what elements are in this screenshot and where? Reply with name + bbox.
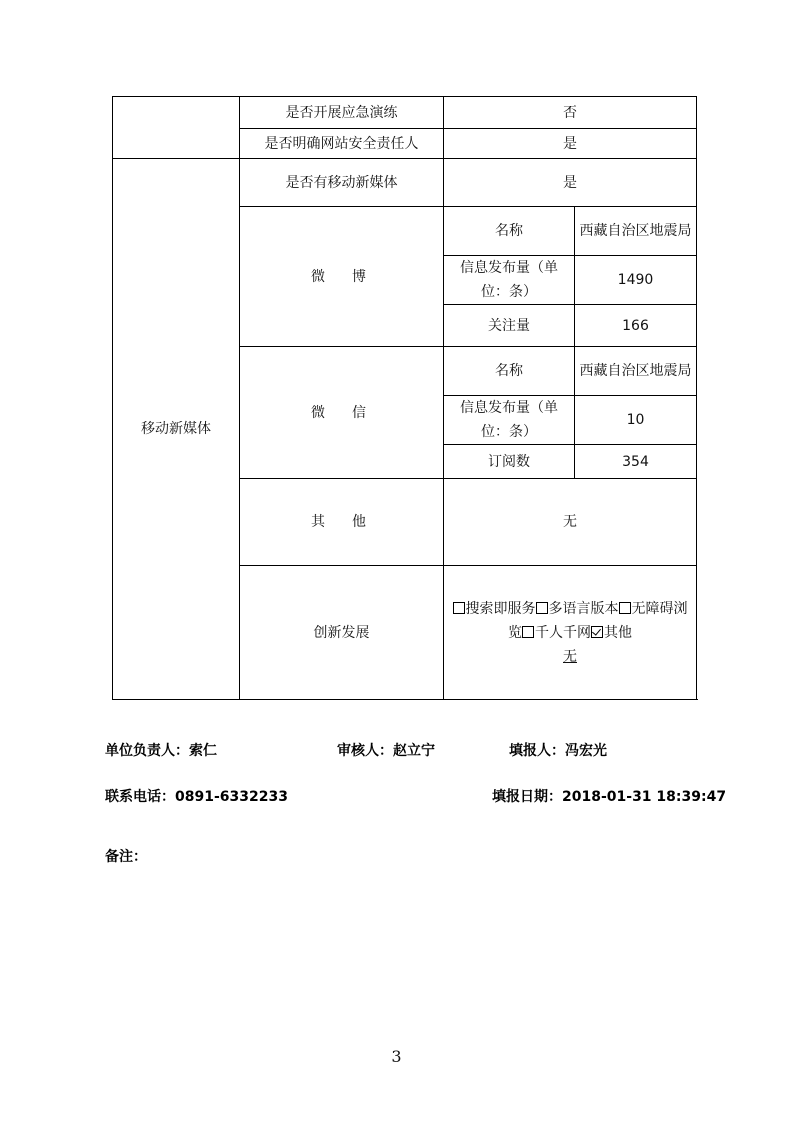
drill-label: 是否开展应急演练	[240, 97, 444, 129]
weibo-followers-label: 关注量	[444, 305, 575, 347]
report-table	[112, 96, 697, 700]
unit-head: 单位负责人：索仁	[105, 743, 217, 759]
weibo-name-value: 西藏自治区地震局	[575, 207, 697, 256]
safety-value: 是	[444, 129, 697, 159]
safety-label: 是否明确网站安全责任人	[240, 129, 444, 159]
weixin-posts-label: 信息发布量（单位：条）	[444, 396, 575, 445]
weixin-name-value: 西藏自治区地震局	[575, 347, 697, 396]
option-multilingual: 多语言版本	[548, 600, 619, 617]
innovation-other-value: 无	[563, 648, 577, 665]
option-search-service: 搜索即服务	[465, 600, 536, 617]
weibo-followers-value: 166	[575, 305, 697, 347]
weixin-label: 微 信	[240, 347, 444, 479]
option-personalized: 千人千网	[535, 624, 591, 641]
weixin-subscribers-value: 354	[575, 445, 697, 479]
innovation-options	[444, 566, 697, 700]
checkbox-other[interactable]	[591, 626, 603, 638]
innovation-label: 创新发展	[240, 566, 444, 700]
weixin-subscribers-label: 订阅数	[444, 445, 575, 479]
checkbox-multilingual[interactable]	[536, 602, 548, 614]
checkbox-accessibility[interactable]	[619, 602, 631, 614]
page-number: 3	[391, 1047, 402, 1066]
weibo-label: 微 博	[240, 207, 444, 347]
weibo-posts-value: 1490	[575, 256, 697, 305]
fill-date: 填报日期：2018-01-31 18:39:47	[492, 789, 727, 805]
checkbox-personalized[interactable]	[522, 626, 534, 638]
mobile-section-label: 移动新媒体	[113, 159, 240, 700]
weixin-posts-value: 10	[575, 396, 697, 445]
weibo-name-label: 名称	[444, 207, 575, 256]
contact-phone: 联系电话：0891-6332233	[105, 789, 288, 805]
drill-value: 否	[444, 97, 697, 129]
innovation-other-line	[444, 645, 693, 669]
weibo-posts-label: 信息发布量（单位：条）	[444, 256, 575, 305]
option-other: 其他	[604, 624, 632, 641]
row-drill	[113, 97, 697, 129]
has-mobile-value: 是	[444, 159, 697, 207]
reviewer: 审核人：赵立宁	[337, 743, 435, 759]
checkbox-search-service[interactable]	[453, 602, 465, 614]
filler: 填报人：冯宏光	[509, 743, 607, 759]
remark-label: 备注：	[105, 849, 147, 865]
top-left-cell	[113, 97, 240, 159]
has-mobile-label: 是否有移动新媒体	[240, 159, 444, 207]
other-value: 无	[444, 479, 697, 566]
other-label: 其 他	[240, 479, 444, 566]
innovation-options-line	[448, 597, 692, 645]
weixin-name-label: 名称	[444, 347, 575, 396]
option-accessibility: 无障碍浏览	[508, 600, 688, 641]
row-has-mobile	[113, 159, 697, 207]
